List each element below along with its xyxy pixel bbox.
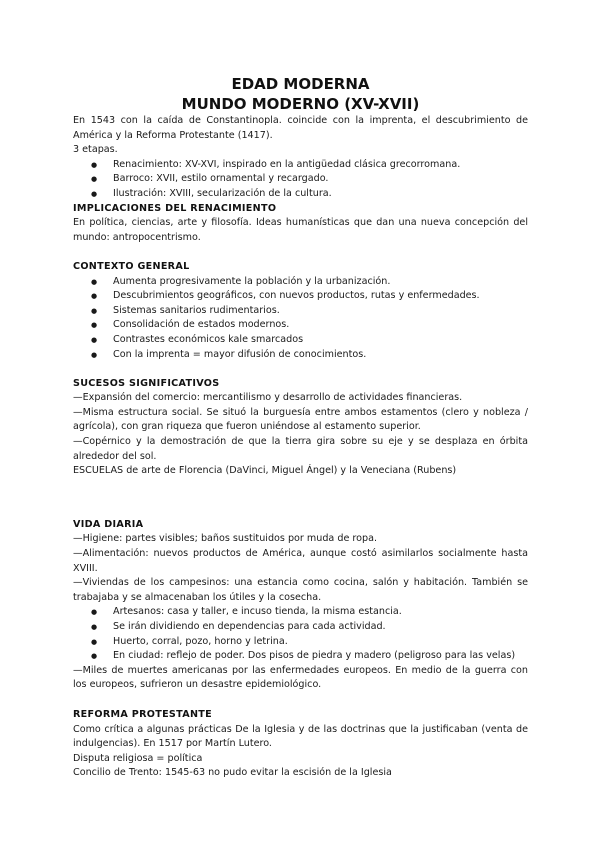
reforma-line: Concilio de Trento: 1545-63 no pudo evitar la escisión de la Iglesia — [73, 767, 392, 779]
intro-paragraph: En 1543 con la caída de Constantinopla. coincide con la imprenta, el descubrimiento de América y la Reforma Protestante (1417). — [73, 115, 528, 141]
list-item: ● Ilustración: XVIII, secularización de la cultura. — [113, 187, 528, 202]
vida-line: —Viviendas de los campesinos: una estancia como cocina, salón y habitación. También se trabajaba y se almacenaban los útiles y la cosecha. — [73, 577, 528, 603]
list-item: ● Descubrimientos geográficos, con nuevos productos, rutas y enfermedades. — [113, 289, 528, 304]
etapas-label: 3 etapas. — [73, 144, 118, 156]
etapas-list — [73, 158, 528, 202]
sucesos-line: ESCUELAS de arte de Florencia (DaVinci, Miguel Ángel) y la Veneciana (Rubens) — [73, 465, 457, 477]
list-item: ● Artesanos: casa y taller, e incuso tienda, la misma estancia. — [113, 605, 528, 620]
sucesos-line: —Copérnico y la demostración de que la tierra gira sobre su eje y se desplaza en órbita alrededor del sol. — [73, 436, 528, 462]
list-item: ● Se irán dividiendo en dependencias para cada actividad. — [113, 620, 528, 635]
section-heading-vida: VIDA DIARIA — [73, 518, 144, 530]
section-heading-implicaciones: IMPLICACIONES DEL RENACIMIENTO — [73, 202, 277, 214]
section-heading-sucesos: SUCESOS SIGNIFICATIVOS — [73, 377, 220, 389]
list-item: ● Renacimiento: XV-XVI, inspirado en la antigüedad clásica grecorromana. — [113, 158, 528, 173]
reforma-line: Como crítica a algunas prácticas De la Iglesia y de las doctrinas que la justificaban (venta de indulgencias). En 1517 por Martín Lutero. — [73, 723, 528, 750]
implicaciones-text: En política, ciencias, arte y filosofía. Ideas humanísticas que dan una nueva concepción del mundo: antropocentrismo. — [73, 217, 528, 243]
vida-list — [73, 605, 528, 663]
section-heading-reforma: REFORMA PROTESTANTE — [73, 708, 212, 720]
page-title: EDAD MODERNA — [231, 75, 370, 93]
section-heading-contexto: CONTEXTO GENERAL — [73, 260, 190, 272]
list-item: ● Aumenta progresivamente la población y la urbanización. — [113, 275, 528, 290]
document-page — [73, 74, 528, 781]
contexto-list — [73, 275, 528, 363]
vida-line: —Alimentación: nuevos productos de América, aunque costó asimilarlos socialmente hasta XVIII. — [73, 548, 528, 574]
list-item: ● En ciudad: reflejo de poder. Dos pisos de piedra y madero (peligroso para las velas) — [113, 649, 528, 664]
vida-closing: —Miles de muertes americanas por las enfermedades europeos. En medio de la guerra con los europeos, sufrieron un desastre epidemiológico. — [73, 664, 528, 691]
list-item: ● Con la imprenta = mayor difusión de conocimientos. — [113, 348, 528, 363]
sucesos-line: —Misma estructura social. Se situó la burguesía entre ambos estamentos (clero y nobleza / agrícola), con gran riqueza que fueron uniéndose al estamento superior. — [73, 406, 528, 433]
page-subtitle: MUNDO MODERNO (XV-XVII) — [181, 95, 420, 113]
list-item: ● Contrastes económicos kale smarcados — [113, 333, 528, 348]
list-item: ● Huerto, corral, pozo, horno y letrina. — [113, 635, 528, 650]
vida-line: —Higiene: partes visibles; baños sustituidos por muda de ropa. — [73, 533, 378, 545]
sucesos-line: —Expansión del comercio: mercantilismo y desarrollo de actividades financieras. — [73, 392, 463, 404]
reforma-line: Disputa religiosa = política — [73, 752, 203, 764]
list-item: ● Barroco: XVII, estilo ornamental y recargado. — [113, 172, 528, 187]
list-item: ● Sistemas sanitarios rudimentarios. — [113, 304, 528, 319]
list-item: ● Consolidación de estados modernos. — [113, 318, 528, 333]
